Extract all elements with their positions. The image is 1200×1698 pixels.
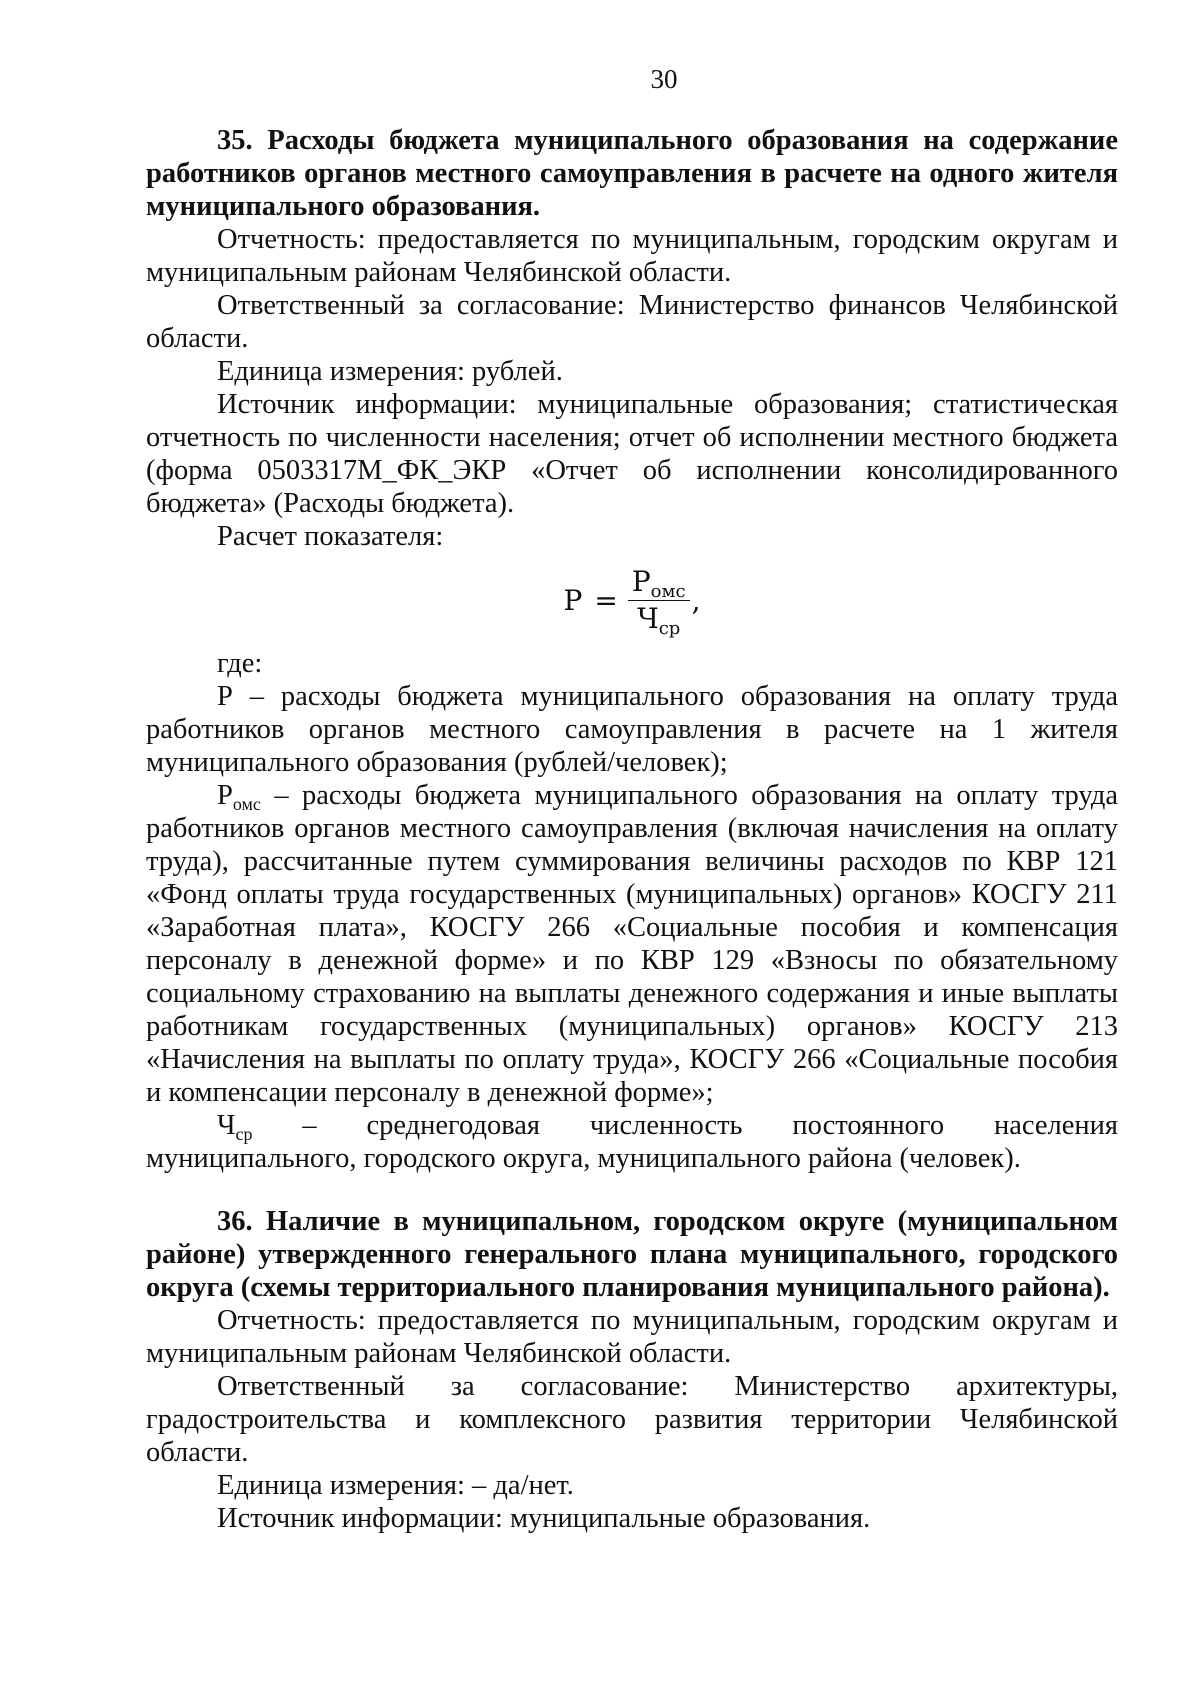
def-pomc-subscript: омс [232,794,261,814]
section-35-source: Источник информации: муниципальные образования; статистическая отчетность по численности населения; отчет об исполнении местного бюджета (форма 0503317M_ФК_ЭКР «Отчет об исполнении консолидированного бюджета» (Расходы бюджета). [146,389,1118,519]
section-35-def-chsr [146,1109,1118,1175]
formula-lhs: Р [563,583,583,617]
section-35-reporting: Отчетность: предоставляется по муниципальным, городским округам и муниципальным районам Челябинской области. [146,224,1118,288]
section-35-responsible: Ответственный за согласование: Министерство финансов Челябинской области. [146,290,1118,354]
section-36-heading: 36. Наличие в муниципальном, городском округе (муниципальном районе) утвержденного генерального плана муниципального, городского округа (схемы территориального планирования муниципального района). [146,1206,1118,1303]
section-35-heading: 35. Расходы бюджета муниципального образования на содержание работников органов местного самоуправления в расчете на одного жителя муниципального образования. [146,125,1118,222]
formula-numerator [628,566,690,601]
section-35-def-pomc [146,779,1118,1109]
formula [146,559,1118,641]
section-35-unit: Единица измерения: рублей. [217,356,563,387]
def-chsr-text: – среднегодовая численность постоянного населения муниципального, городского округа, муниципального района (человек). [146,1110,1118,1174]
formula-denominator [637,601,681,639]
formula-fraction [628,564,690,639]
section-35-where: где: [217,648,263,679]
numerator-subscript: омс [650,580,686,602]
section-36-reporting: Отчетность: предоставляется по муниципальным, городским округам и муниципальным районам Челябинской области. [146,1305,1118,1369]
section-36-unit: Единица измерения: – да/нет. [217,1470,574,1501]
section-36-responsible: Ответственный за согласование: Министерство архитектуры, градостроительства и комплексного развития территории Челябинской области. [146,1371,1118,1468]
section-36-source: Источник информации: муниципальные образования. [217,1503,871,1534]
def-pomc-symbol: Р [217,780,233,811]
formula-comma: , [691,583,701,617]
denominator-subscript: ср [658,617,681,639]
numerator-symbol: Р [631,564,651,598]
section-gap [146,1175,1118,1205]
formula-equals: = [594,583,618,617]
page-number [146,64,1118,94]
def-chsr-symbol: Ч [217,1110,236,1141]
denominator-symbol: Ч [637,601,659,635]
def-chsr-subscript: ср [235,1124,253,1144]
section-35-def-p: Р – расходы бюджета муниципального образования на оплату труда работников органов местного самоуправления в расчете на 1 жителя муниципального образования (рублей/человек); [146,681,1118,778]
section-35-calc-label: Расчет показателя: [217,521,444,552]
def-pomc-text: – расходы бюджета муниципального образования на оплату труда работников органов местного самоуправления (включая начисления на оплату труда), рассчитанные путем суммирования величины расходов по КВР 121 «Фонд оплаты труда государственных (муниципальных) органов» КОСГУ 211 «Заработная плата», КОСГУ 266 «Социальные пособия и компенсация персоналу в денежной форме» и по КВР 129 «Взносы по обязательному социальному страхованию на выплаты денежного содержания и иные выплаты работникам государственных (муниципальных) органов» КОСГУ 213 «Начисления на выплаты по оплату труда», КОСГУ 266 «Социальные пособия и компенсации персоналу в денежной форме»; [146,780,1118,1108]
page-number-text: 30 [650,64,678,94]
